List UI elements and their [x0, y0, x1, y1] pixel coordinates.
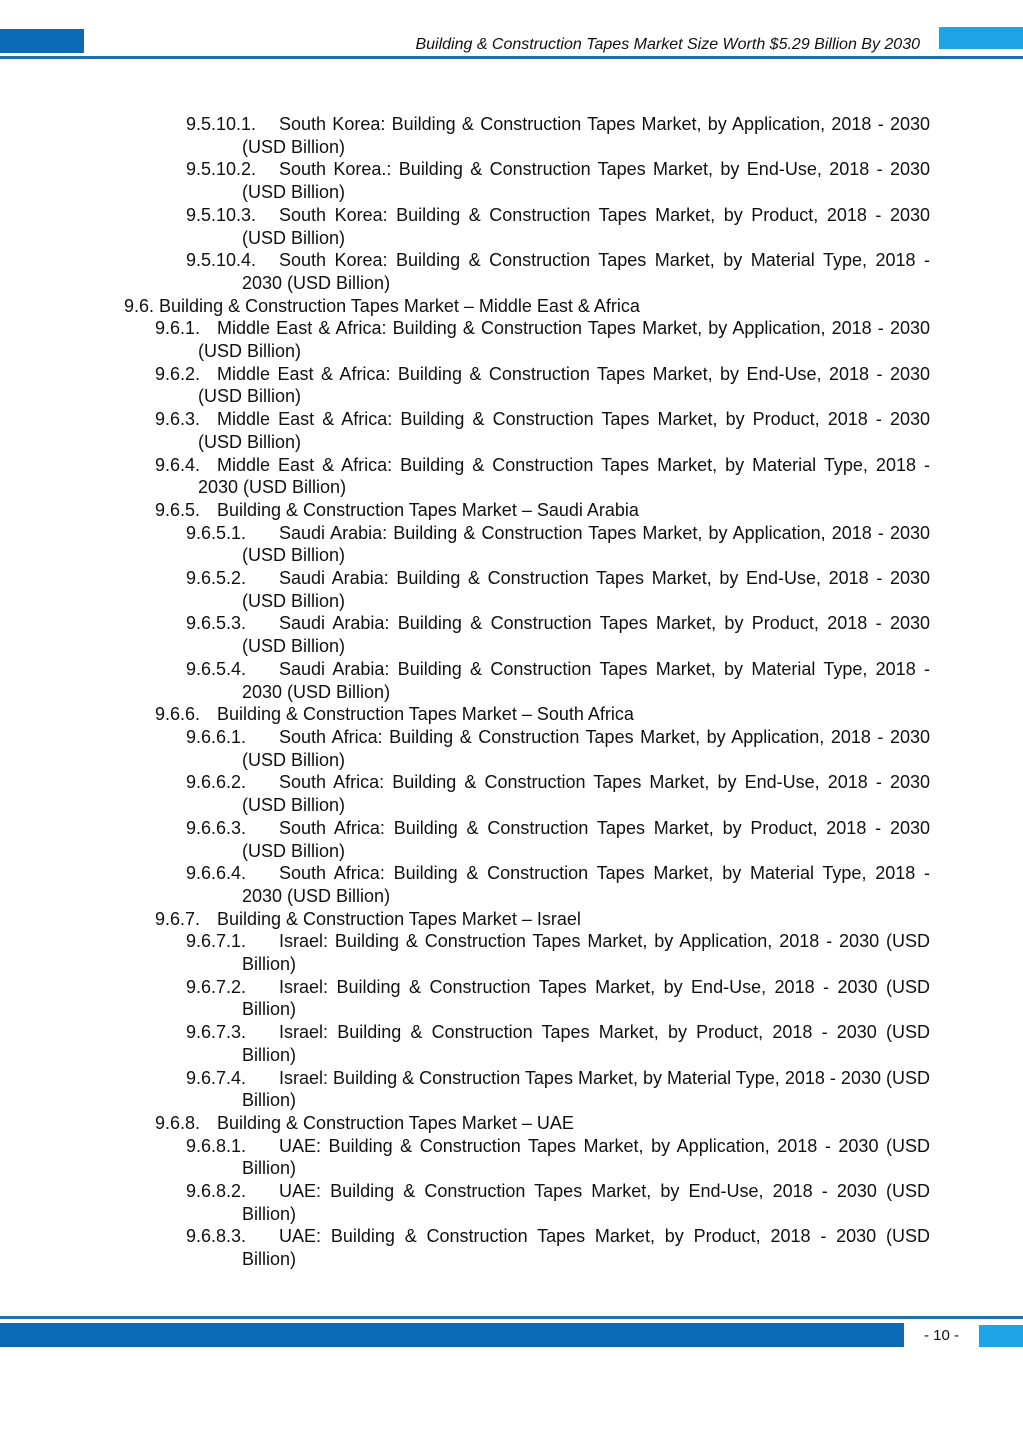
toc-entry-title: Saudi Arabia: Building & Construction Tapes Market, by Product, 2018 - 2030 (USD Billion) [242, 613, 930, 657]
toc-entry [186, 771, 930, 816]
toc-entry [124, 295, 930, 318]
toc-entry [186, 522, 930, 567]
toc-entry-number: 9.6.6.3. [186, 817, 247, 838]
toc-entry [186, 1135, 930, 1180]
toc-entry [186, 930, 930, 975]
toc-entry-number: 9.6.4. [155, 454, 201, 475]
toc-entry-number: 9.6.7.4. [186, 1067, 247, 1088]
toc-entry-title: South Korea: Building & Construction Tapes Market, by Product, 2018 - 2030 (USD Billion) [242, 204, 930, 248]
toc-entry-number: 9.6.1. [155, 318, 201, 339]
toc-entry-number: 9.5.10.2. [186, 159, 257, 180]
toc-entry [155, 499, 930, 522]
toc-entry-number: 9.6.8.3. [186, 1226, 247, 1247]
toc-entry-title: Building & Construction Tapes Market – Israel [217, 908, 581, 929]
footer-accent-right [979, 1325, 1023, 1347]
toc-entry-number: 9.6.5.3. [186, 613, 247, 634]
table-of-contents [0, 113, 1023, 1271]
toc-entry-number: 9.6.5.1. [186, 522, 247, 543]
toc-entry-title: Israel: Building & Construction Tapes Market, by Product, 2018 - 2030 (USD Billion) [242, 1022, 930, 1065]
toc-entry-title: South Korea.: Building & Construction Tapes Market, by End-Use, 2018 - 2030 (USD Billion) [242, 159, 930, 203]
toc-entry-number: 9.6.6.1. [186, 726, 247, 747]
toc-entry-number: 9.6.3. [155, 409, 201, 430]
header-title: Building & Construction Tapes Market Size Worth $5.29 Billion By 2030 [415, 36, 920, 53]
header-accent-right [939, 27, 1023, 49]
toc-entry-title: South Africa: Building & Construction Tapes Market, by End-Use, 2018 - 2030 (USD Billion) [242, 772, 930, 816]
toc-entry-title: Israel: Building & Construction Tapes Market, by Application, 2018 - 2030 (USD Billion) [242, 931, 930, 975]
toc-entry-title: Building & Construction Tapes Market – Middle East & Africa [159, 295, 640, 316]
toc-entry-number: 9.6. [124, 295, 160, 316]
toc-entry-number: 9.6.8. [155, 1112, 201, 1133]
toc-entry-title: Building & Construction Tapes Market – South Africa [217, 704, 634, 725]
toc-entry-number: 9.6.7.1. [186, 931, 247, 952]
toc-entry [186, 1067, 930, 1112]
toc-entry [186, 726, 930, 771]
toc-entry-number: 9.6.5.2. [186, 568, 247, 589]
toc-entry [186, 204, 930, 249]
toc-entry-title: Israel: Building & Construction Tapes Market, by End-Use, 2018 - 2030 (USD Billion) [242, 976, 930, 1020]
toc-entry-number: 9.5.10.3. [186, 204, 257, 225]
toc-entry [186, 249, 930, 294]
toc-entry [186, 1225, 930, 1270]
toc-entry-number: 9.6.8.1. [186, 1135, 247, 1156]
toc-entry-title: Building & Construction Tapes Market – UAE [217, 1112, 574, 1133]
toc-entry-title: UAE: Building & Construction Tapes Market, by Product, 2018 - 2030 (USD Billion) [242, 1226, 930, 1270]
toc-entry [186, 158, 930, 203]
footer-rule [0, 1316, 1023, 1319]
footer-band [0, 1323, 904, 1347]
toc-entry [186, 817, 930, 862]
toc-entry [155, 363, 930, 408]
toc-entry-title: Middle East & Africa: Building & Construction Tapes Market, by End-Use, 2018 - 2030 (USD Billion) [198, 363, 930, 407]
toc-entry-title: Middle East & Africa: Building & Construction Tapes Market, by Product, 2018 - 2030 (USD Billion) [198, 409, 930, 452]
toc-entry-number: 9.6.7.3. [186, 1022, 247, 1043]
toc-entry-title: South Africa: Building & Construction Tapes Market, by Material Type, 2018 - 2030 (USD Billion) [242, 863, 930, 906]
toc-entry [186, 1021, 930, 1066]
page-number: - 10 - [923, 1327, 959, 1344]
toc-entry-title: UAE: Building & Construction Tapes Market, by End-Use, 2018 - 2030 (USD Billion) [242, 1181, 930, 1224]
toc-entry-title: UAE: Building & Construction Tapes Market, by Application, 2018 - 2030 (USD Billion) [242, 1135, 930, 1179]
toc-entry [155, 317, 930, 362]
toc-entry-title: South Korea: Building & Construction Tapes Market, by Material Type, 2018 - 2030 (USD Billion) [242, 250, 930, 293]
toc-entry [186, 612, 930, 657]
toc-entry-title: Building & Construction Tapes Market – Saudi Arabia [217, 499, 639, 520]
toc-entry-number: 9.6.7. [155, 908, 201, 929]
toc-entry [186, 862, 930, 907]
toc-entry-number: 9.5.10.4. [186, 250, 257, 271]
toc-entry-number: 9.6.5. [155, 499, 201, 520]
toc-entry [186, 976, 930, 1021]
header-rule [0, 56, 1023, 59]
toc-entry-title: South Korea: Building & Construction Tapes Market, by Application, 2018 - 2030 (USD Billion) [242, 114, 930, 157]
toc-entry-number: 9.6.5.4. [186, 658, 247, 679]
toc-entry [186, 567, 930, 612]
toc-entry [186, 113, 930, 158]
toc-entry [155, 408, 930, 453]
toc-entry [155, 908, 930, 931]
toc-entry-number: 9.6.6.4. [186, 863, 247, 884]
toc-entry [186, 658, 930, 703]
toc-entry-title: Saudi Arabia: Building & Construction Tapes Market, by Material Type, 2018 - 2030 (USD Billion) [242, 658, 930, 702]
toc-entry [155, 1112, 930, 1135]
toc-entry-title: Israel: Building & Construction Tapes Market, by Material Type, 2018 - 2030 (USD Billion) [242, 1067, 930, 1111]
toc-entry-number: 9.5.10.1. [186, 114, 257, 134]
toc-entry-number: 9.6.6.2. [186, 772, 247, 793]
toc-entry-title: Saudi Arabia: Building & Construction Tapes Market, by Application, 2018 - 2030 (USD Billion) [242, 522, 930, 566]
toc-entry-number: 9.6.6. [155, 704, 201, 725]
toc-entry [155, 703, 930, 726]
toc-entry-title: Middle East & Africa: Building & Construction Tapes Market, by Material Type, 2018 - 2030 (USD Billion) [198, 454, 930, 498]
toc-entry-title: South Africa: Building & Construction Tapes Market, by Application, 2018 - 2030 (USD Billion) [242, 726, 930, 770]
toc-entry-number: 9.6.7.2. [186, 976, 247, 997]
toc-entry [155, 454, 930, 499]
toc-entry-number: 9.6.2. [155, 363, 201, 384]
header-accent-left [0, 29, 84, 53]
toc-entry [186, 1180, 930, 1225]
toc-entry-title: Saudi Arabia: Building & Construction Tapes Market, by End-Use, 2018 - 2030 (USD Billion) [242, 568, 930, 611]
toc-entry-title: South Africa: Building & Construction Tapes Market, by Product, 2018 - 2030 (USD Billion) [242, 817, 930, 861]
toc-entry-number: 9.6.8.2. [186, 1181, 247, 1202]
toc-entry-title: Middle East & Africa: Building & Construction Tapes Market, by Application, 2018 - 2030 (USD Billion) [198, 318, 930, 362]
